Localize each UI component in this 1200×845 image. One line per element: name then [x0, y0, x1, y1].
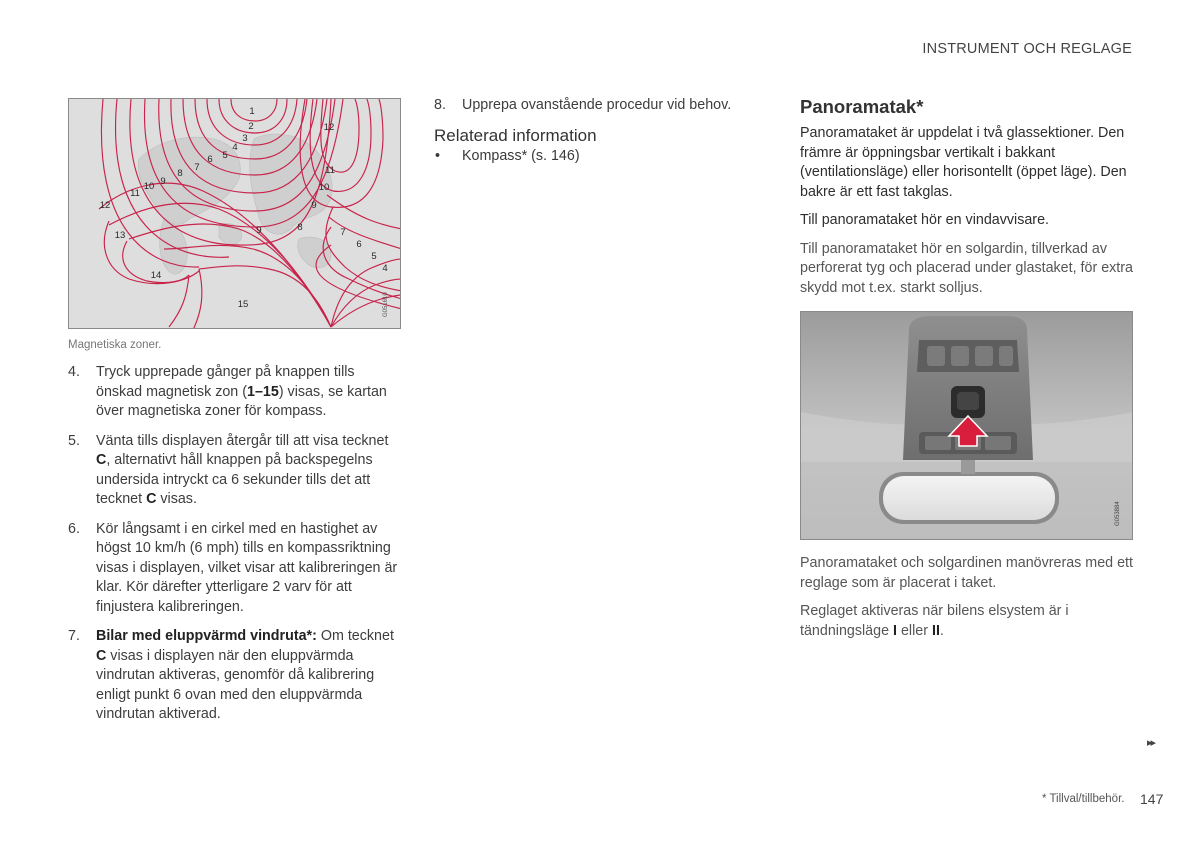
roof-control-photo [800, 311, 1133, 540]
step-text: Kör långsamt i en cirkel med en hastighet av högst 10 km/h (6 mph) tills en kompassriktning visas i displayen, vilket visar att kalibreringen är klar. Kör därefter ytterligare 2 varv för att finjustera kalibreringen. [96, 520, 398, 615]
symbol-c: C [96, 452, 107, 468]
step-number: 8. [434, 97, 446, 113]
zone-label: 10 [318, 182, 330, 193]
step-text [96, 432, 403, 510]
section-title: Panoramatak* [800, 96, 924, 117]
step-6 [68, 520, 403, 618]
magnetic-zones-map [68, 98, 401, 329]
figure-caption: Magnetiska zoner. [68, 339, 162, 351]
zone-label: 12 [99, 200, 111, 211]
page-number: 147 [1140, 791, 1164, 807]
step-5 [68, 432, 403, 510]
step-text-part: ) visas, se kartan över magnetiska zoner för kompass. [96, 383, 387, 419]
paragraph-part: eller [897, 622, 932, 639]
zone-label: 8 [297, 222, 303, 233]
symbol-c: C [146, 491, 157, 507]
column-right [800, 96, 1135, 650]
zone-label: 5 [371, 251, 377, 262]
paragraph: Till panoramataket hör en solgardin, tillverkad av perforerat tyg och placerad under glastaket, för extra skydd mot t.ex. starkt solljus. [800, 240, 1133, 296]
paragraph: Panoramataket och solgardinen manövreras med ett reglage som är placerat i taket. [800, 555, 1133, 591]
step-text-part: visas i displayen när den eluppvärmda vindrutan aktiveras, genomför då kalibrering enligt punkt 6 ovan med den eluppvärmda vindrutan aktiverad. [96, 647, 375, 722]
zone-label: 1 [249, 106, 255, 117]
step-number: 7. [68, 628, 80, 644]
zone-label: 6 [356, 239, 362, 250]
related-link-kompass[interactable] [434, 147, 769, 166]
rearview-mirror [883, 476, 1055, 520]
paragraph: Panoramataket är uppdelat i två glassektioner. Den främre är öppningsbar vertikalt i bakkant (ventilationsläge) eller horisontellt (öppet läge). Den bakre är ett fast takglas. [800, 125, 1127, 200]
step-text [96, 627, 403, 725]
zone-label: 9 [256, 225, 262, 236]
zone-label: 7 [340, 227, 346, 238]
zone-label: 6 [207, 154, 213, 165]
step-text-part: , alternativt håll knappen på backspegelns undersida intryckt ca 6 sekunder tills det att tecknet [96, 452, 373, 507]
paragraph-part: . [939, 622, 944, 639]
step-text-part: Om tecknet [316, 628, 394, 644]
map-svg [69, 99, 401, 329]
column-middle [434, 96, 769, 166]
zone-label: 4 [382, 263, 388, 274]
zone-label: 14 [150, 270, 162, 281]
option-star: *: [306, 628, 317, 644]
map-background [69, 99, 401, 329]
step-text-part: visas. [156, 491, 197, 507]
related-info-title: Relaterad information [434, 125, 597, 145]
step-text [96, 363, 403, 422]
bullet-icon: • [435, 147, 441, 164]
section-header: INSTRUMENT OCH REGLAGE [922, 41, 1132, 57]
ignition-mode-ii: II [931, 622, 940, 639]
zone-label: 11 [130, 188, 140, 199]
zone-label: 13 [114, 230, 126, 241]
step-8 [434, 96, 769, 116]
step-text-part: Vänta tills displayen återgår till att visa tecknet [96, 432, 389, 449]
step-heading: Bilar med eluppvärmd vindruta [96, 628, 307, 644]
ignition-mode-i: I [893, 622, 897, 639]
continue-icon: ▸▸ [1147, 737, 1155, 749]
step-number: 6. [68, 520, 80, 537]
zone-label: 8 [177, 168, 183, 179]
figure-code: G051610 [383, 292, 389, 317]
zone-range: 1–15 [247, 383, 279, 400]
zone-label: 15 [237, 299, 249, 310]
symbol-c: C [96, 647, 107, 664]
step-7 [68, 627, 403, 725]
paragraph-part: Reglaget aktiveras när bilens elsystem är i tändningsläge [800, 603, 1069, 639]
zone-label: 10 [143, 181, 155, 192]
related-link-text[interactable]: Kompass* (s. 146) [462, 147, 580, 164]
zone-label: 11 [325, 165, 335, 176]
step-4 [68, 363, 403, 422]
photo-svg [801, 312, 1133, 540]
step-text-part: Tryck upprepade gånger på knappen tills önskad magnetisk zon ( [96, 364, 355, 400]
zone-label: 5 [222, 150, 228, 161]
zone-label: 12 [323, 122, 335, 133]
photo-code: G053884 [1115, 501, 1121, 526]
paragraph: Till panoramataket hör en vindavvisare. [800, 212, 1049, 228]
step-text: Upprepa ovanstående procedur vid behov. [462, 97, 732, 113]
zone-label: 9 [160, 176, 166, 187]
zone-label: 3 [242, 133, 248, 144]
zone-label: 2 [248, 121, 254, 132]
step-number: 4. [68, 364, 80, 380]
footnote: * Tillval/tillbehör. [1042, 793, 1125, 805]
zone-label: 4 [232, 142, 238, 153]
paragraph [800, 602, 1135, 641]
zone-label: 9 [311, 200, 317, 211]
step-number: 5. [68, 432, 80, 449]
column-left [68, 98, 403, 735]
zone-label: 7 [194, 162, 200, 173]
